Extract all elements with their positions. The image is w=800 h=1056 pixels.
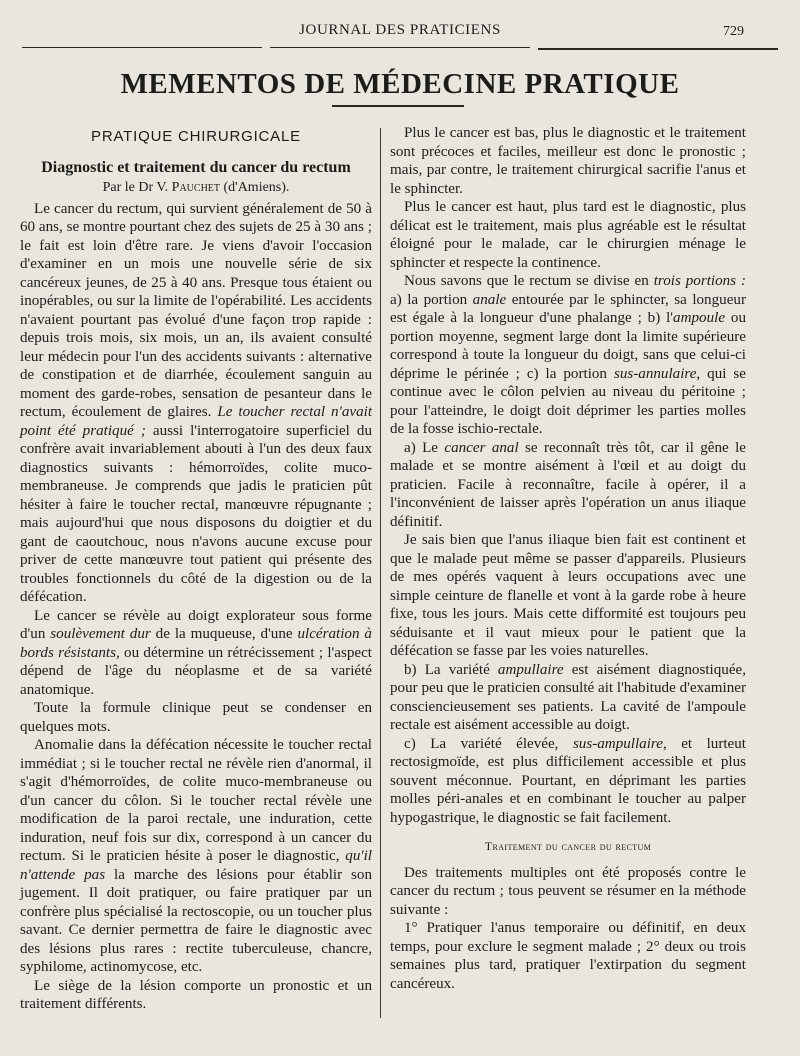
italic-run: ampullaire xyxy=(497,661,564,678)
paragraph: Des traitements multiples ont été proposés contre le cancer du rectum ; tous peuvent se résumer en la méthode suivante : xyxy=(390,864,746,918)
text-run: , qui se continue avec le côlon pelvien au niveau du péritoine ; pour l'atteindre, le doigt doit déprimer les parties molles de la fosse ischio-rectale. xyxy=(390,365,746,437)
page-number: 729 xyxy=(723,24,744,39)
paragraph: Toute la formule clinique peut se condenser en quelques mots. xyxy=(20,700,372,735)
paragraph: 1° Pratiquer l'anus temporaire ou définitif, en deux temps, pour exclure le segment malade ; 2° deux ou trois semaines plus tard, pratiquer l'extirpation du segment cancéreux. xyxy=(390,920,746,992)
byline-suffix: (d'Amiens). xyxy=(220,180,290,195)
italic-run: qu'il n'attende pas xyxy=(20,848,372,883)
text-run: entourée par le sphincter, sa longueur est égale à la longueur d'une phalange ; xyxy=(390,291,746,326)
paragraph xyxy=(20,607,372,700)
subsection-title: Traitement du cancer du rectum xyxy=(484,839,652,853)
italic-run: ampoule xyxy=(673,310,726,326)
right-column xyxy=(390,124,746,993)
header-rule-left xyxy=(22,47,262,48)
italic-run: sus-ampullaire xyxy=(572,735,663,752)
text-run: ou portion moyenne, segment large dont la limite supérieure correspond à toute la longueur du doigt, sans que celui-ci déprime le périnée ; xyxy=(390,310,746,382)
italic-run: Le toucher rectal n'avait point été pratiqué ; xyxy=(20,404,373,439)
paragraph xyxy=(390,661,746,735)
article-title: Diagnostic et traitement du cancer du rectum xyxy=(41,158,351,176)
column-divider xyxy=(380,128,381,1018)
italic-run: sus-annulaire xyxy=(613,365,697,382)
left-column xyxy=(20,124,372,1014)
text-run: la marche des lésions pour établir son jugement. Il doit pratiquer, ou faire pratiquer par un confrère plus spécialisé la rectoscopie, ou un toucher plus savant. Ce dernier permettra de faire le diagnostic avec des lésions plus rares : rectite tuberculeuse, chancre, syphilome, actinomycose, etc. xyxy=(20,866,372,975)
text-run: Anomalie dans la défécation nécessite le toucher rectal immédiat ; si le toucher rectal ne révèle rien d'anormal, il s'agit d'hémorroïdes, de colite muco-membraneuse ou d'un cancer du côlon. Si le toucher rectal révèle une modification de la paroi rectale, une induration, cette induration, neuf fois sur dix, correspond à un cancer du rectum. Si le praticien hésite à poser le diagnostic, xyxy=(20,737,372,864)
header-rule-middle xyxy=(270,47,530,48)
paragraph xyxy=(20,200,372,607)
italic-run: ulcération à bords résistants xyxy=(20,626,372,661)
text-run: c) La variété élevée, xyxy=(404,735,559,752)
title-underline xyxy=(332,105,464,107)
byline-prefix: Par le Dr V. xyxy=(102,180,172,195)
paragraph xyxy=(390,272,746,439)
text-run: b) La variété xyxy=(404,661,490,678)
text-run: Le cancer du rectum, qui survient généralement de 50 à 60 ans, se montre pourtant chez des sujets de 25 à 30 ans ; le fait est loin d'être rare. Je viens d'avoir l'occasion d'examiner en un mois une nouvelle série de six cancéreux jeunes, de 25 à 40 ans. Presque tous étaient ou inopérables, ou sur la limite de l'opérabilité. Les accidents n'avaient pourtant pas évolué d'une façon trop rapide : depuis trois mois, six mois, un an, ils avaient consulté leur médecin pour l'un des accidents suivants : alternative de constipation et de diarrhée, écoulement sanguin au moment des garde-robes, sensation de pesanteur dans le rectum, écoulement de glaires. xyxy=(20,200,372,420)
italic-run: anale xyxy=(472,291,507,308)
author-name: Pauchet xyxy=(171,180,221,195)
byline xyxy=(20,179,372,198)
section-title: PRATIQUE CHIRURGICALE xyxy=(91,128,301,145)
text-run: aussi l'interrogatoire superficiel du confrère avait invariablement abouti à l'un des deux faux diagnostics suivants : hémorroïdes, colite muco-membraneuse. Je comprends que jadis le praticien pût hésiter à faire le toucher rectal, manœuvre répugnante ; mais aujourd'hui que nous disposons du doigtier et du gant de caoutchouc, nous n'avons aucune excuse pour priver de cette manœuvre tout patient qui présente des troubles fonctionnels du côté de la digestion ou de la défécation. xyxy=(20,422,372,605)
italic-run: trois portions : xyxy=(653,273,746,289)
text-run: , et lurteut rectosigmoïde, est plus difficilement accessible et plus souvent méconnue. Pourtant, en déprimant les parties molles péri-anales et en combinant le toucher au palper hypogastrique, le diagnostic se fait facilement. xyxy=(390,735,746,826)
paragraph: Plus le cancer est bas, plus le diagnostic et le traitement sont précoces et faciles, meilleur est donc le pronostic ; mais, par contre, le traitement chirurgical sacrifie l'anus et le sphincter. xyxy=(390,125,746,197)
text-run: est aisément diagnostiquée, pour peu que le praticien consulté ait l'habitude d'examiner consciencieusement ses patients. La cavité de l'ampoule rectale est aisément accessible au doigt. xyxy=(390,661,746,733)
paragraph: Le siège de la lésion comporte un pronostic et un traitement différents. xyxy=(20,977,372,1012)
text-run: se reconnaît très tôt, car il gêne le malade et se montre aisément à l'œil et au doigt du praticien. Facile à reconnaître, facile à opérer, il a l'inconvénient de laisser après l'opération un anus iliaque définitif. xyxy=(390,439,746,530)
text-run: de la muqueuse, d'une xyxy=(155,626,293,642)
paragraph xyxy=(20,736,372,977)
header-rule-right xyxy=(538,48,778,50)
text-run: , ou détermine un rétrécissement ; l'aspect dépend de l'âge du néoplasme et de sa variété anatomique. xyxy=(20,644,372,698)
paragraph: Je sais bien que l'anus iliaque bien fait est continent et que le malade peut même se passer d'appareils. Plusieurs de mes opérés vaquent à leurs occupations avec une simple ceinture de flanelle et vont à la garde robe à heure fixe, tous les jours. Mais cette difformité est toujours peu séduisante et il vaut mieux pour le patient que la défécation se fasse par les voies naturelles. xyxy=(390,532,746,659)
page-title: MEMENTOS DE MÉDECINE PRATIQUE xyxy=(120,68,680,100)
text-run: Nous savons que le rectum se divise en xyxy=(404,273,649,289)
text-run: Le cancer se révèle au doigt explorateur sous forme d'un xyxy=(20,607,372,642)
running-head xyxy=(0,18,800,40)
paragraph xyxy=(390,735,746,828)
text-run: c) la portion xyxy=(526,365,607,382)
text-run: a) Le xyxy=(404,439,439,456)
italic-run: cancer anal xyxy=(444,439,519,456)
italic-run: soulèvement dur xyxy=(50,626,151,642)
journal-name: JOURNAL DES PRATICIENS xyxy=(299,22,501,38)
paragraph xyxy=(390,439,746,532)
text-run: a) la portion xyxy=(390,291,468,308)
text-run: b) l' xyxy=(647,310,674,326)
paragraph: Plus le cancer est haut, plus tard est le diagnostic, plus délicat est le traitement, mais plus agréable est le résultat éloigné pour le malade, car le chirurgien ménage le sphincter et respecte la continence. xyxy=(390,199,746,271)
